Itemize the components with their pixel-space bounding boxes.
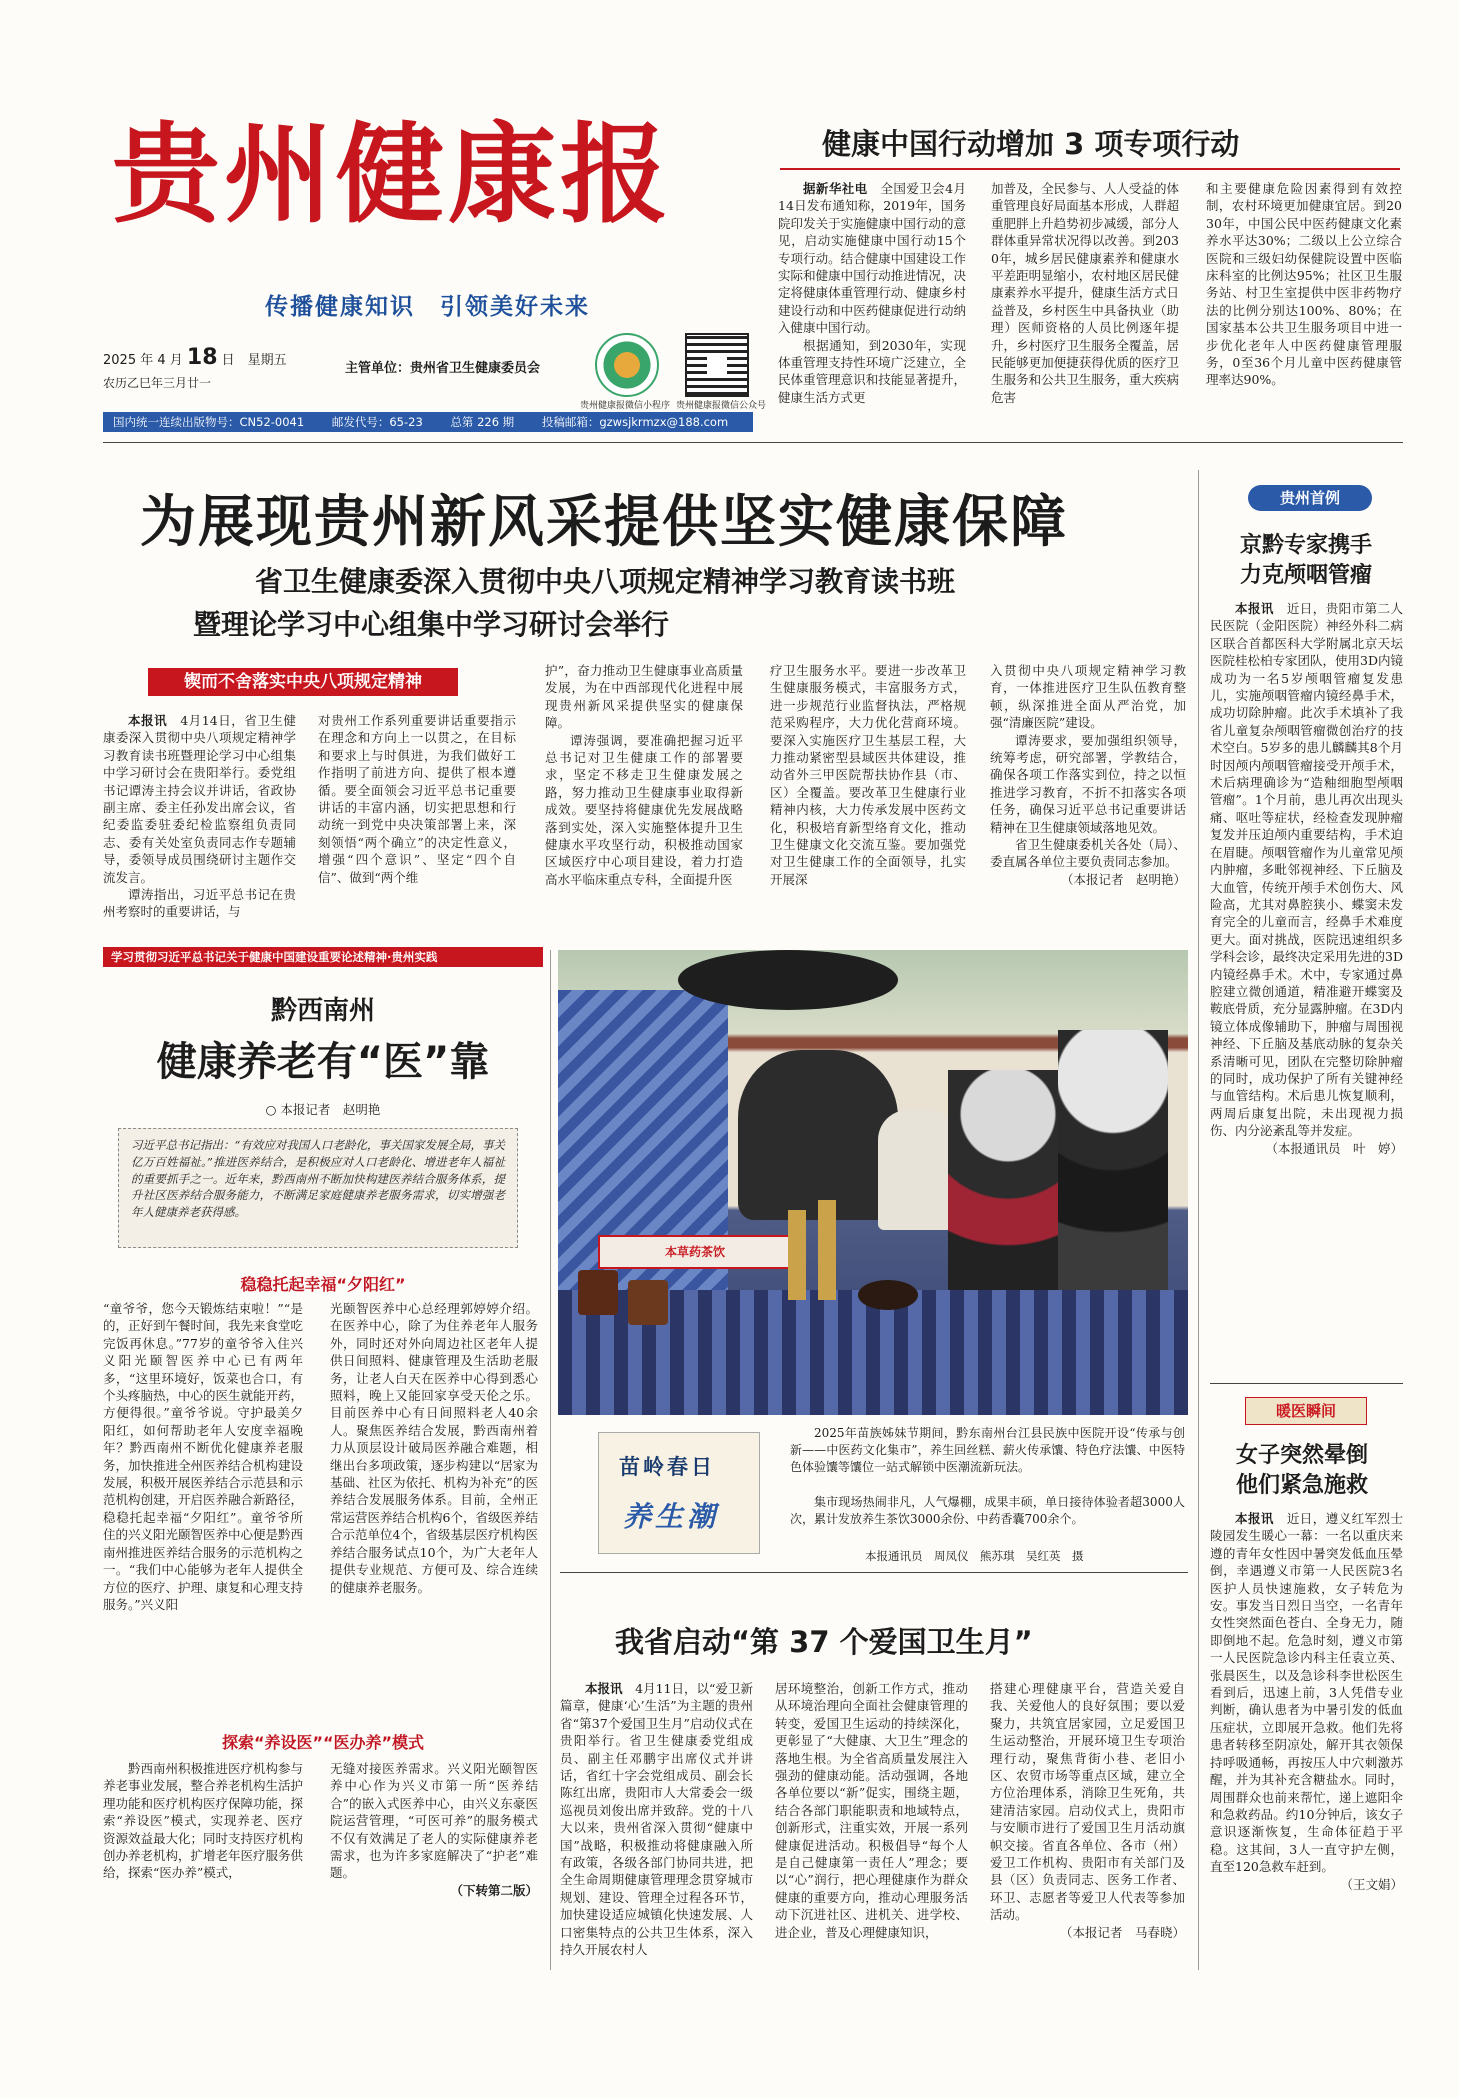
- right1-body: [1210, 600, 1403, 1157]
- photo-credit: 本报通讯员 周凤仪 熊苏琪 吴红英 摄: [865, 1549, 1084, 1563]
- top-story-col1: [778, 180, 966, 406]
- aiwei-text-1: 4月11日，以“爱卫新篇章，健康‘心’生活”为主题的贵州省“第37个爱国卫生月”启动仪式在贵阳举行。省卫生健康委党组成员、副主任邓鹏宇出席仪式并讲话，省红十字会党组成员、副会长陈红出席，贵阳市人大常委会一级巡视员刘俊出席并致辞。党的十八大以来，贵州省深入贯彻“健康中国”战略，积极推动将健康融入所有政策，各级各部门协同共进，把全生命周期健康管理理念贯穿城市规划、建设、管理全过程各环节，加快建设适应城镇化快速发展、人口密集特点的公共卫生体系，深入持久开展农村人: [560, 1681, 753, 1958]
- date-suffix: 日 星期五: [221, 353, 287, 368]
- right2-byline: 本报讯: [1235, 1511, 1274, 1526]
- lead-headline: 为展现贵州新风采提供坚实健康保障: [140, 490, 1068, 555]
- right2-rule: [1210, 1383, 1403, 1384]
- photo-title-1: 苗岭春日: [619, 1454, 715, 1479]
- aiwei-byline: 本报讯: [585, 1681, 623, 1696]
- issn: 国内统一连续出版物号：CN52-0041: [113, 415, 305, 429]
- top-story-byline: 据新华社电: [803, 181, 868, 196]
- feature-subhead-1: 稳稳托起幸福“夕阳红”: [240, 1275, 406, 1294]
- lead-text-1: 4月14日，省卫生健康委深入贯彻中央八项规定精神学习教育读书班暨理论学习中心组集中学习研讨会在贵阳举行。委党组书记谭涛主持会议并讲话，省政协副主席、委主任孙发出席会议，省纪委监委驻委纪检监察组负责同志、委有关处室负责同志作专题辅导，委领导成员围绕研讨主题作交流发言。: [103, 713, 296, 885]
- feature-banner: 学习贯彻习近平总书记关于健康中国建设重要论述精神·贵州实践: [103, 947, 543, 967]
- aiwei-col2: [775, 1680, 968, 1941]
- feature-subhead-2: 探索“养设医”“医办养”模式: [221, 1733, 425, 1752]
- feature-text-2: 光颐智医养中心总经理郭婷婷介绍。在医养中心，除了为住养老年人服务外，同时还对外向周边社区老年人提供日间照料、健康管理及生活助老服务，让老人白天在医养中心得到悉心照料，晚上又能回家享受天伦之乐。目前医养中心有日间照料老人40余人。聚焦医养结合发展，黔西南州着力从顶层设计破局医养融合难题，相继出台多项政策，逐步构建以“居家为基础、社区为依托、机构为补充”的医养结合发展服务体系。目前，全州正常运营医养结合机构6个，省级医养结合示范单位4个，省级基层医疗机构医养结合服务试点10个，为广大老年人提供专业规范、方便可及、综合连续的健康养老服务。: [330, 1301, 538, 1595]
- publication-info-bar: [103, 412, 753, 432]
- date-day: 18: [186, 345, 218, 370]
- photo-market: [558, 950, 1188, 1415]
- aiwei-text-2: 居环境整治，创新工作方式，推动从环境治理向全面社会健康管理的转变，爱国卫生运动的持续深化，更彰显了“大健康、大卫生”理念的落地生根。为全省高质量发展注入强劲的健康动能。活动强调，各地各单位要以“新”促实，围绕主题，结合各部门职能职责和地域特点，创新形式，注重实效，开展一系列健康促进活动。积极倡导“每个人是自己健康第一责任人”理念；要以“心”润行，把心理健康作为群众健康的重要方向，推动心理服务活动下沉进社区、进机关、进学校、进企业，普及心理健康知识，: [775, 1681, 968, 1940]
- lead-credit: （本报记者 赵明艳）: [1060, 871, 1186, 887]
- person-white: [878, 1110, 958, 1230]
- feature-quote: 习近平总书记指出：“有效应对我国人口老龄化，事关国家发展全局，事关亿万百姓福祉。”推进医养结合，是积极应对人口老龄化、增进老年人福祉的重要抓手之一。近年来，黔西南州不断加快构建医养结合服务体系，提升社区医养结合服务能力，不断满足家庭健康养老服务需求，切实增强老年人健康养老获得感。: [131, 1138, 505, 1220]
- feature-text-4: 无缝对接医养需求。兴义阳光颐智医养中心作为兴义市第一所“医养结合”的嵌入式医养中心，由兴义东豪医院运营管理，“可医可养”的服务模式不仅有效满足了老人的实际健康养老需求，也为许多家庭解决了“护老”难题。: [330, 1761, 538, 1881]
- right2-credit: （王文娟）: [1340, 1876, 1403, 1892]
- mini-program-qr-icon[interactable]: [595, 333, 659, 397]
- date-prefix: 2025 年 4 月: [103, 353, 183, 368]
- aiwei-credit: （本报记者 马春晓）: [1059, 1924, 1185, 1940]
- bowl: [858, 1280, 918, 1310]
- aiwei-top-rule: [560, 1572, 1188, 1573]
- lead-text-3: 护”，奋力推动卫生健康事业高质量发展，为在中西部现代化进程中展现贵州新风采提供坚实的健康保障。: [545, 663, 743, 731]
- lead-text-5: 入贯彻中央八项规定精神学习教育，一体推进医疗卫生队伍教育整顿，纵深推进全面从严治党，加强“清廉医院”建设。: [990, 663, 1186, 731]
- right1-text: 近日，贵阳市第二人民医院（金阳医院）神经外科二病区联合首都医科大学附属北京天坛医院桂松柏专家团队，使用3D内镜成功为一名5岁颅咽管瘤复发患儿，实施颅咽管瘤内镜经鼻手术，成功切除肿瘤。此次手术填补了我省儿童复杂颅咽管瘤微创治疗的技术空白。5岁多的患儿麟麟其8个月时因颅内颅咽管瘤接受开颅手术，术后病理确诊为“造釉细胞型颅咽管瘤”。1个月前，患儿再次出现头痛、呕吐等症状，经检查发现肿瘤复发并压迫颅内重要结构，手术迫在眉睫。颅咽管瘤作为儿童常见颅内肿瘤，多毗邻视神经、下丘脑及大血管，传统开颅手术创伤大、风险高，尤其对鼻腔狭小、蝶窦未发育完全的儿童而言，经鼻手术难度更大。面对挑战，医院迅速组织多学科会诊，最终决定采用先进的3D内镜经鼻手术。术中，专家通过鼻腔建立微创通道，精准避开蝶窦及鞍底骨质，充分显露肿瘤。在3D内镜立体成像辅助下，肿瘤与周围视神经、下丘脑及基底动脉的复杂关系清晰可见，团队在完整切除肿瘤的同时，成功保护了所有关键神经与血管结构。术后患儿恢复顺利，两周后康复出院，未出现视力损伤、内分泌紊乱等并发症。: [1210, 601, 1403, 1139]
- right2-headline-2: 他们紧急施救: [1236, 1473, 1369, 1498]
- issue-number: 总第 226 期: [450, 415, 515, 429]
- feature-col3: [103, 1760, 303, 1882]
- submission-email[interactable]: 投稿邮箱：gzwsjkrmzx@188.com: [541, 415, 729, 429]
- postal-code: 邮发代号：65-23: [331, 415, 423, 429]
- top-story-text-3: 和主要健康危险因素得到有效控制，农村环境更加健康宜居。到2030年，中国公民中医药健康文化素养水平达30%；二级以上公立综合医院和三级妇幼保健院设置中医临床科室的比例达95%；社区卫生服务站、村卫生室提供中医非药物疗法的比例分别达100%、80%；在国家基本公共卫生服务项目中进一步优化老年人中医药健康管理服务，0至36个月儿童中医药健康管理率达90%。: [1206, 181, 1402, 388]
- top-story-headline: 健康中国行动增加 3 项专项行动: [822, 127, 1240, 161]
- feature-kicker: 黔西南州: [270, 996, 375, 1026]
- aiwei-headline: 我省启动“第 37 个爱国卫生月”: [615, 1625, 1033, 1659]
- lead-text-3b: 谭涛强调，要准确把握习近平总书记对卫生健康工作的部署要求，坚定不移走卫生健康发展之路，努力推动卫生健康事业取得新成效。要坚持将健康优先发展战略落到实处，深入实施整体提升卫生健康水平攻坚行动，积极推动国家区域医疗中心项目建设，着力打造高水平临床重点专科，全面提升医: [545, 732, 743, 887]
- lead-byline: 本报讯: [128, 713, 168, 728]
- aiwei-col3: [990, 1680, 1185, 1941]
- lead-col1: [103, 712, 296, 921]
- lead-subhead-2: 暨理论学习中心组集中学习研讨会举行: [193, 608, 670, 641]
- lead-top-rule: [103, 442, 1403, 443]
- lead-text-2: 对贵州工作系列重要讲话重要指示在理念和方向上一以贯之，在目标和要求上与时俱进，为我们做好工作指明了前进方向、提供了根本遵循。要全面领会习近平总书记重要讲话的丰富内涵，切实把思想和行动统一到党中央决策部署上来，深刻领悟“两个确立”的决定性意义，增强“四个意识”、坚定“四个自信”、做到“两个维: [318, 713, 516, 885]
- feature-col2: [330, 1300, 538, 1596]
- feature-col4: [330, 1760, 538, 1899]
- top-story-col3: [1206, 180, 1402, 389]
- wechat-qr-icon[interactable]: [685, 333, 749, 397]
- right1-credit: （本报通讯员 叶 婷）: [1265, 1140, 1403, 1156]
- right2-body: [1210, 1510, 1403, 1893]
- feature-byline: ○ 本报记者 赵明艳: [265, 1102, 381, 1117]
- issue-date: [103, 345, 287, 370]
- feature-continued[interactable]: （下转第二版）: [450, 1882, 538, 1898]
- lead-col2: [318, 712, 516, 886]
- feature-text-1: “童爷爷，您今天锻炼结束啦！”“是的，正好到午餐时间，我先来食堂吃完饭再休息。”77岁的童爷爷入住兴义阳光颐智医养中心已有两年多，“这里环境好，饭菜也合口，有个头疼脑热，中心的医生就能开药，方便得很。”童爷爷说。守护最美夕阳红，如何帮助老年人安度幸福晚年？黔西南州不断优化健康养老服务，加快推进全州医养结合机构建设发展，积极开展医养结合示范县和示范机构创建，开启医养融合新路径，稳稳托起幸福“夕阳红”。童爷爷所住的兴义阳光颐智医养中心便是黔西南州推进医养结合服务的示范机构之一。“我们中心能够为老年人提供全方位的医疗、护理、康复和心理支持服务。”兴义阳: [103, 1301, 304, 1612]
- right1-tag: 贵州首例: [1248, 485, 1372, 511]
- aiwei-col1: [560, 1680, 753, 1959]
- lead-text-5b: 谭涛要求，要加强组织领导，统筹考虑，研究部署，学教结合，确保各项工作落实到位，持之以恒推进学习教育，不折不扣落实各项任务，确保习近平总书记重要讲话精神在卫生健康领域落地见效。: [990, 732, 1186, 835]
- umbrella: [678, 950, 898, 1010]
- feature-col1: [103, 1300, 303, 1613]
- qr-label-miniprogram: 贵州健康报微信小程序: [580, 401, 671, 411]
- top-story-text-1: 全国爱卫会4月14日发布通知称，2019年，国务院印发关于实施健康中国行动的意见，启动实施健康中国行动15个专项行动。结合健康中国建设工作实际和健康中国行动推进情况，决定将健康体重管理行动、健康乡村建设行动和中医药健康促进行动纳入健康中国行动。: [778, 181, 966, 336]
- aiwei-text-3: 搭建心理健康平台，营造关爱自我、关爱他人的良好氛围；要以爱聚力，共筑宜居家园，立足爱国卫生运动整治，开展环境卫生专项治理行动，聚焦背街小巷、老旧小区、农贸市场等重点区域，建立全方位治理体系，消除卫生死角，共建清洁家园。启动仪式上，贵阳市与安顺市进行了爱国卫生月活动旗帜交接。省直各单位、各市（州）爱卫工作机构、贵阳市有关部门及县（区）负责同志、医务工作者、环卫、志愿者等爱卫人代表等参加活动。: [990, 1681, 1185, 1923]
- lead-col5: [990, 662, 1186, 888]
- top-story-rule: [780, 168, 1400, 170]
- right2-headline-1: 女子突然晕倒: [1236, 1443, 1369, 1468]
- feature-divider: [550, 950, 551, 1970]
- top-story-text-2: 加普及，全民参与、人人受益的体重管理良好局面基本形成，人群超重肥胖上升趋势初步减缓，部分人群体重异常状况得以改善。到2030年，城乡居民健康素养和健康水平差距明显缩小，农村地区居民健康素养水平提升，健康生活方式日益普及，乡村医生中具备执业（助理）医师资格的人员比例逐年提升，乡村医疗卫生服务全覆盖，居民能够更加便捷获得优质的医疗卫生服务和公共卫生服务，重大疾病危害: [991, 181, 1179, 405]
- qr-label-official: 贵州健康报微信公众号: [676, 401, 767, 411]
- feature-quote-box: [118, 1128, 518, 1248]
- photo-caption-2: 集市现场热闹非凡，人气爆棚，成果丰硕，单日接待体验者超3000人次，累计发放养生茶饮3000余份、中药香囊700余个。: [790, 1495, 1185, 1526]
- photo-title-2: 养生潮: [623, 1500, 720, 1533]
- feature-headline: 健康养老有“医”靠: [156, 1039, 490, 1085]
- feature-text-3: 黔西南州积极推进医疗机构参与养老事业发展，整合养老机构生活护理功能和医疗机构医疗保障功能，探索“养设医”模式，实现养老、医疗资源效益最大化；同时支持医疗机构创办养老机构，扩增老年医疗服务供给，探索“医办养”模式，: [103, 1761, 304, 1881]
- right1-headline-1: 京黔专家携手: [1240, 533, 1373, 558]
- right-divider: [1198, 470, 1199, 1970]
- right1-headline-2: 力克颅咽管瘤: [1240, 563, 1373, 588]
- slogan: 传播健康知识 引领美好未来: [265, 293, 590, 320]
- sponsor: 主管单位：贵州省卫生健康委员会: [345, 361, 541, 376]
- right2-text: 近日，遵义红军烈士陵园发生暖心一幕：一名以重庆来遵的青年女性因中暑突发低血压晕倒，幸遇遵义市第一人民医院3名医护人员快速施救，女子转危为安。事发当日烈日当空，一名青年女性突然面色苍白、全身无力，随即倒地不起。危急时刻，遵义市第一人民医院急诊内科主任袁立英、张晨医生，以及急诊科李世松医生看到后，迅速上前，3人凭借专业判断，确认患者为中暑引发的低血压症状，立即展开急救。他们先将患者转移至阴凉处，解开其衣领保持呼吸通畅，再按压人中穴刺激苏醒，并为其补充含糖盐水。同时，周围群众也前来帮忙，递上遮阳伞和急救药品。约10分钟后，该女子意识逐渐恢复，生命体征趋于平稳。这其间，3人一直守护左侧，直至120急救车赶到。: [1210, 1511, 1403, 1875]
- lead-text-4: 疗卫生服务水平。要进一步改革卫生健康服务模式，丰富服务方式，进一步规范行业监督执法，严格规范采购程序，大力优化营商环境。要深入实施医疗卫生基层工程，大力推动紧密型县域医共体建设，推动省外三甲医院帮扶协作县（市、区）全覆盖。要改革卫生健康行业精神内核，大力传承发展中医药文化，积极培育新型络育文化，推动卫生健康文化交流互鉴。要加强党对卫生健康工作的全面领导，扎实开展深: [770, 663, 966, 887]
- jar-1: [578, 1270, 618, 1315]
- lead-col3: [545, 662, 743, 888]
- photo-title-box: [598, 1432, 760, 1554]
- photo-caption-1: 2025年苗族姊妹节期间，黔东南州台江县民族中医院开设“传承与创新——中医药文化集市”，养生回丝糕、薪火传承馕、特色疗法馕、中医特色体验馕等馕位一站式解锁中医潮流新玩法。: [790, 1426, 1185, 1474]
- lunar-date: 农历乙巳年三月廿一: [103, 376, 212, 390]
- right1-byline: 本报讯: [1235, 601, 1274, 616]
- booth-sign: 本草药茶饮: [598, 1235, 792, 1269]
- top-story-text-1b: 根据通知，到2030年，实现体重管理支持性环境广泛建立，全民体重管理意识和技能显著提升，健康生活方式更: [778, 337, 966, 405]
- lead-subhead-1: 省卫生健康委深入贯彻中央八项规定精神学习教育读书班: [255, 565, 956, 598]
- lead-text-1b: 谭涛指出，习近平总书记在贵州考察时的重要讲话，与: [103, 887, 296, 920]
- person-dark: [738, 1050, 898, 1220]
- gold-pillar-1: [788, 1210, 806, 1300]
- lead-tag: 锲而不舍落实中央八项规定精神: [148, 668, 458, 696]
- top-story-col2: [991, 180, 1179, 406]
- person-miao-1: [948, 1070, 1068, 1290]
- gold-pillar-2: [818, 1200, 836, 1300]
- newspaper-title: 贵州健康报: [112, 112, 673, 238]
- right2-tag: 暖医瞬间: [1245, 1397, 1367, 1425]
- lead-text-5c: 省卫生健康委机关各处（局）、委直属各单位主要负责同志参加。: [990, 837, 1186, 870]
- person-miao-2: [1058, 1030, 1168, 1290]
- jar-2: [628, 1280, 668, 1325]
- lead-col4: [770, 662, 966, 888]
